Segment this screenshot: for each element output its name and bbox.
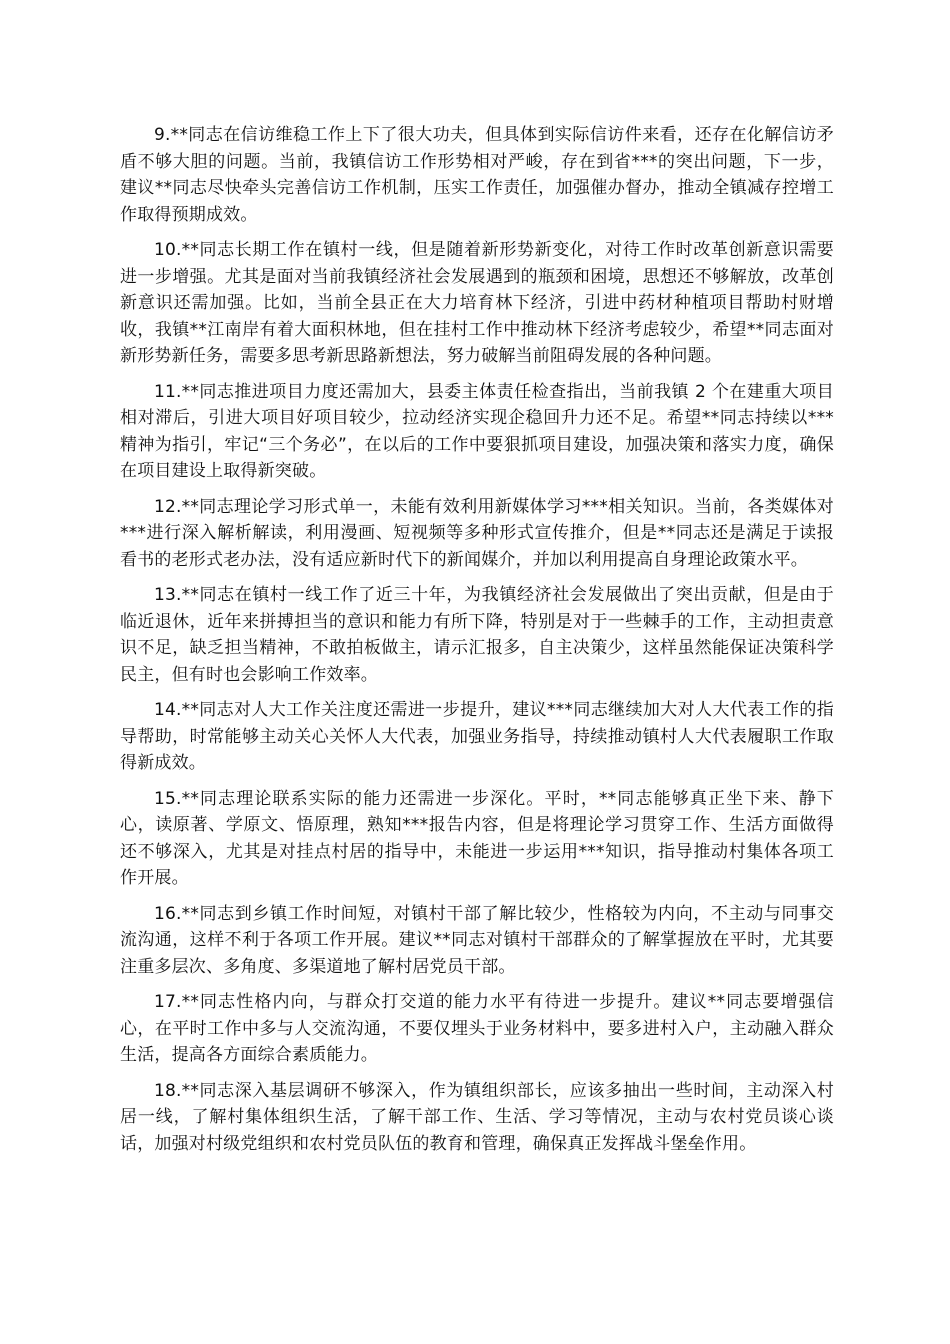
paragraph-16: 16.**同志到乡镇工作时间短，对镇村干部了解比较少，性格较为内向，不主动与同事交流沟通，这样不利于各项工作开展。建议**同志对镇村干部群众的了解掌握放在平时，尤其要注重多层次、多角度、多渠道地了解村居党员干部。	[120, 903, 834, 977]
paragraph-14: 14.**同志对人大工作关注度还需进一步提升，建议***同志继续加大对人大代表工作的指导帮助，时常能够主动关心关怀人大代表，加强业务指导，持续推动镇村人大代表履职工作取得新成效。	[120, 700, 834, 773]
paragraph-9: 9.**同志在信访维稳工作上下了很大功夫，但具体到实际信访件来看，还存在化解信访矛盾不够大胆的问题。当前，我镇信访工作形势相对严峻，存在到省***的突出问题，下一步，建议**同志尽快牵头完善信访工作机制，压实工作责任，加强催办督办，推动全镇减存控增工作取得预期成效。	[120, 125, 834, 225]
paragraph-15: 15.**同志理论联系实际的能力还需进一步深化。平时，**同志能够真正坐下来、静下心，读原著、学原文、悟原理，熟知***报告内容，但是将理论学习贯穿工作、生活方面做得还不够深入，尤其是对挂点村居的指导中，未能进一步运用***知识，指导推动村集体各项工作开展。	[120, 788, 834, 888]
paragraph-17: 17.**同志性格内向，与群众打交道的能力水平有待进一步提升。建议**同志要增强信心，在平时工作中多与人交流沟通，不要仅埋头于业务材料中，要多进村入户，主动融入群众生活，提高各方面综合素质能力。	[120, 992, 834, 1065]
paragraph-13: 13.**同志在镇村一线工作了近三十年，为我镇经济社会发展做出了突出贡献，但是由于临近退休，近年来拼搏担当的意识和能力有所下降，特别是对于一些棘手的工作，主动担责意识不足，缺乏担当精神，不敢拍板做主，请示汇报多，自主决策少，这样虽然能保证决策科学民主，但有时也会影响工作效率。	[120, 585, 834, 685]
paragraph-12: 12.**同志理论学习形式单一，未能有效利用新媒体学习***相关知识。当前，各类媒体对***进行深入解析解读，利用漫画、短视频等多种形式宣传推介，但是**同志还是满足于读报看书的老形式老办法，没有适应新时代下的新闻媒介，并加以利用提高自身理论政策水平。	[120, 496, 834, 570]
paragraph-11: 11.**同志推进项目力度还需加大，县委主体责任检查指出，当前我镇 2 个在建重大项目相对滞后，引进大项目好项目较少，拉动经济实现企稳回升力还不足。希望**同志持续以***精神为指引，牢记“三个务必”，在以后的工作中要狠抓项目建设，加强决策和落实力度，确保在项目建设上取得新突破。	[120, 381, 834, 481]
paragraph-18: 18.**同志深入基层调研不够深入，作为镇组织部长，应该多抽出一些时间，主动深入村居一线，了解村集体组织生活，了解干部工作、生活、学习等情况，主动与农村党员谈心谈话，加强对村级党组织和农村党员队伍的教育和管理，确保真正发挥战斗堡垒作用。	[120, 1080, 834, 1154]
paragraph-10: 10.**同志长期工作在镇村一线，但是随着新形势新变化，对待工作时改革创新意识需要进一步增强。尤其是面对当前我镇经济社会发展遇到的瓶颈和困境，思想还不够解放，改革创新意识还需加强。比如，当前全县正在大力培育林下经济，引进中药材种植项目帮助村财增收，我镇**江南岸有着大面积林地，但在挂村工作中推动林下经济考虑较少，希望**同志面对新形势新任务，需要多思考新思路新想法，努力破解当前阻碍发展的各种问题。	[120, 240, 834, 366]
document-page	[120, 122, 834, 1166]
